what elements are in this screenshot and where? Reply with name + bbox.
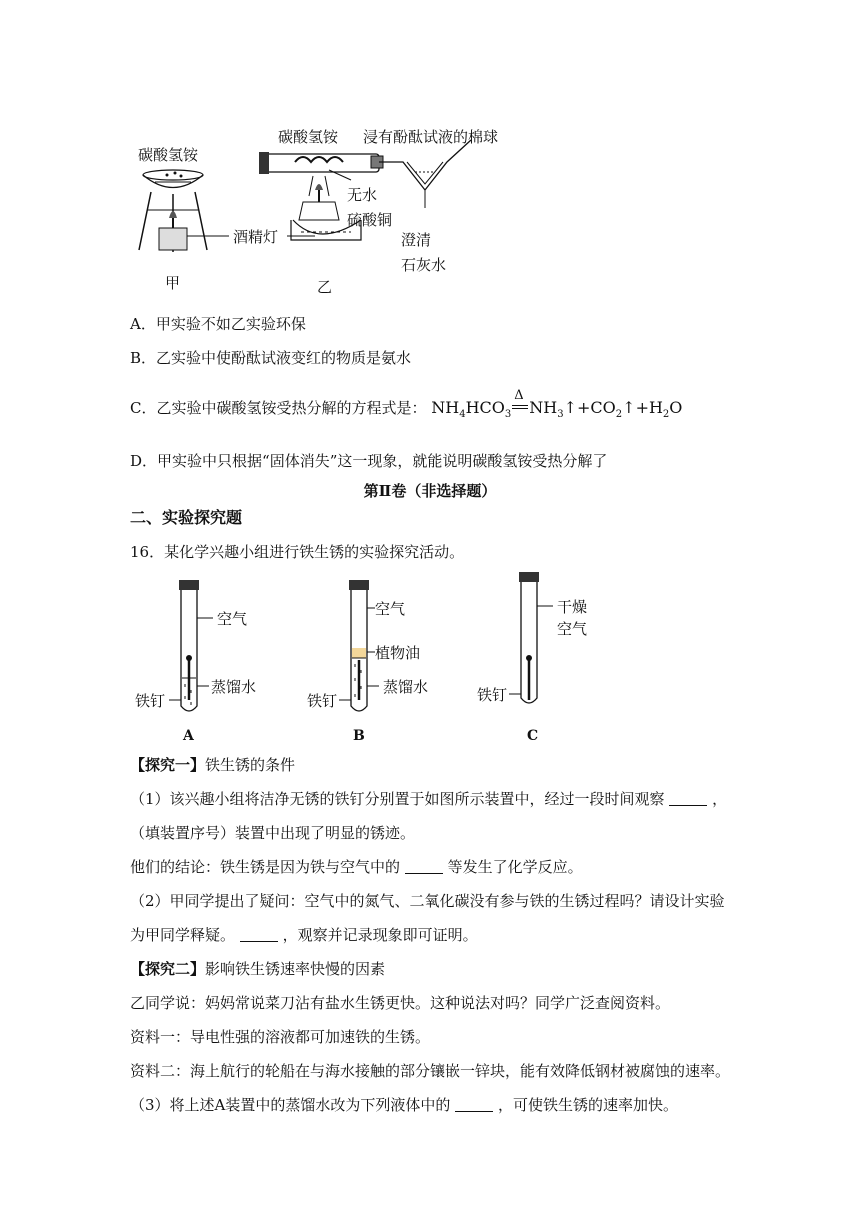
- jia-caption: 甲: [165, 274, 181, 292]
- tube-b-caption: B: [353, 728, 365, 744]
- inquiry-1-title: 铁生锈的条件: [205, 756, 296, 774]
- option-c: [130, 388, 683, 425]
- tube-a-nail-label: 铁钉: [135, 692, 166, 710]
- inquiry-1-bracket: 【探究一】: [130, 756, 206, 774]
- conclusion-line: [130, 857, 583, 877]
- option-b: B．乙实验中使酚酞试液变红的物质是氨水: [130, 349, 412, 367]
- jia-reagent-label: 碳酸氢铵: [138, 146, 199, 164]
- yi-caption: 乙: [317, 278, 333, 296]
- question-1-text: （1）该兴趣小组将洁净无锈的铁钉分别置于如图所示装置中，经过一段时间观察: [130, 790, 665, 808]
- anhydrous-label-1: 无水: [347, 186, 378, 204]
- anhydrous-label-2: 硫酸铜: [347, 211, 393, 229]
- tube-a-water-label: 蒸馏水: [211, 678, 257, 696]
- answer-blank-2[interactable]: [405, 859, 443, 874]
- inquiry-2-heading: [130, 959, 385, 979]
- tube-a-caption: A: [183, 728, 194, 744]
- tube-c-caption: C: [527, 728, 539, 744]
- answer-blank-4[interactable]: [455, 1097, 493, 1112]
- tube-c-dry-label-2: 空气: [557, 620, 588, 638]
- question-1-line-2: （填装置序号）装置中出现了明显的锈迹。: [130, 824, 416, 842]
- tube-b-nail-label: 铁钉: [307, 692, 338, 710]
- material-1: 资料一：导电性强的溶液都可加速铁的生锈。: [130, 1028, 431, 1046]
- burner-label: 酒精灯: [233, 228, 279, 246]
- heat-condition: Δ: [514, 388, 524, 403]
- limewater-label-1: 澄清: [401, 231, 432, 249]
- option-a: A．甲实验不如乙实验环保: [130, 315, 306, 333]
- student-b-statement: 乙同学说：妈妈常说菜刀沾有盐水生锈更快。这种说法对吗？同学广泛查阅资料。: [130, 994, 671, 1012]
- inquiry-2-title: 影响铁生锈速率快慢的因素: [205, 960, 386, 978]
- cotton-label: 浸有酚酞试液的棉球: [363, 128, 499, 146]
- question-3-pre: （3）将上述A装置中的蒸馏水改为下列液体中的: [130, 1096, 451, 1114]
- question-3-post: ，可使铁生锈的速率加快。: [497, 1096, 678, 1114]
- tube-b-water-label: 蒸馏水: [383, 678, 429, 696]
- decomposition-apparatus-figure: [125, 120, 525, 300]
- question-3-line: [130, 1095, 678, 1115]
- question-2-pre: 为甲同学释疑。: [130, 926, 236, 944]
- conclusion-post: 等发生了化学反应。: [447, 858, 583, 876]
- tube-b-air-label: 空气: [375, 600, 406, 618]
- part-title: 二、实验探究题: [130, 508, 243, 527]
- material-2: 资料二：海上航行的轮船在与海水接触的部分镶嵌一锌块，能有效降低钢材被腐蚀的速率。: [130, 1062, 731, 1080]
- question-16-intro: 16．某化学兴趣小组进行铁生锈的实验探究活动。: [130, 543, 465, 561]
- decomposition-equation: $NH_4HCO_3$ Δ $NH_3↑+CO_2↑+H_2O$: [431, 388, 683, 421]
- question-2-line-1: （2）甲同学提出了疑问：空气中的氮气、二氧化碳没有参与铁的生锈过程吗？请设计实验: [130, 892, 725, 910]
- conclusion-pre: 他们的结论：铁生锈是因为铁与空气中的: [130, 858, 401, 876]
- answer-blank-3[interactable]: [240, 927, 278, 942]
- tube-a-air-label: 空气: [217, 610, 248, 628]
- option-d: D．甲实验中只根据“固体消失”这一现象，就能说明碳酸氢铵受热分解了: [130, 452, 608, 470]
- yi-reagent-label: 碳酸氢铵: [278, 128, 339, 146]
- question-1-comma: ，: [712, 790, 728, 808]
- tube-b-oil-label: 植物油: [375, 644, 421, 662]
- question-1-line-1: [130, 789, 727, 809]
- answer-blank-1[interactable]: [669, 791, 707, 806]
- inquiry-2-bracket: 【探究二】: [130, 960, 206, 978]
- inquiry-1-heading: [130, 755, 295, 775]
- section-title: 第Ⅱ卷（非选择题）: [363, 482, 497, 500]
- limewater-label-2: 石灰水: [401, 256, 447, 274]
- tube-c-dry-label-1: 干燥: [557, 598, 588, 616]
- option-c-prefix: C．乙实验中碳酸氢铵受热分解的方程式是：: [130, 399, 427, 417]
- question-2-post: ，观察并记录现象即可证明。: [282, 926, 478, 944]
- iron-rust-test-tubes-figure: [125, 568, 605, 748]
- question-2-line-2: [130, 925, 478, 945]
- tube-c-nail-label: 铁钉: [477, 686, 508, 704]
